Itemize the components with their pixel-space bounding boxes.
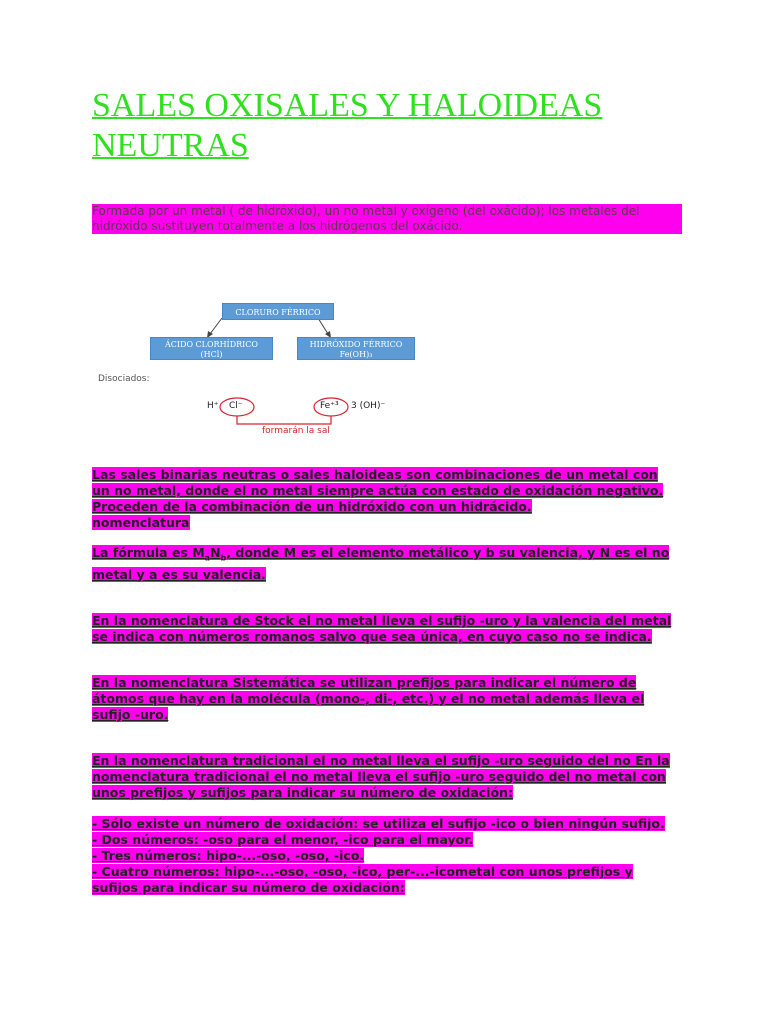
paragraph-sales-binarias [92, 467, 682, 531]
p4-line1: En la nomenclatura Sistemática se utilizan prefijos para indicar el número de [92, 675, 637, 690]
p3-line2: se indica con números romanos salvo que sea única, en cuyo caso no se indica. [92, 629, 652, 644]
p2-text-c: , donde M es el elemento metálico y b su valencia, y N es el no [226, 545, 670, 560]
p2-sub-a: a [204, 553, 211, 563]
bracket-line [237, 416, 331, 424]
p5-line1: En la nomenclatura tradicional el no metal lleva el sufijo -uro seguido del no En la [92, 753, 670, 768]
box-right-line2: Fe(OH)₃ [339, 350, 373, 359]
diagram-arrows [0, 0, 768, 460]
p1-line2: un no metal, donde el no metal siempre actúa con estado de oxidación negativo. [92, 483, 664, 498]
paragraph-tradicional [92, 753, 682, 801]
p5-line3: unos prefijos y sufijos para indicar su número de oxidación: [92, 785, 513, 800]
box-acido-clorhidrico [150, 337, 273, 360]
paragraph-formula [92, 545, 682, 583]
disociados-label: Disociados: [98, 374, 150, 384]
p5-line2: nomenclatura tradicional el no metal lleva el sufijo -uro seguido del no metal con [92, 769, 666, 784]
p2-text-b: N [210, 545, 221, 560]
list-item: - Tres números: hipo-...-oso, -oso, -ico. [92, 848, 365, 863]
arrow-left [210, 318, 222, 334]
paragraph-stock [92, 613, 682, 645]
p2-text-a: La fórmula es M [92, 545, 205, 560]
paragraph-sistematica [92, 675, 682, 723]
box-top-label: CLORURO FÉRRICO [235, 308, 321, 317]
list-item: - Sólo existe un número de oxidación: se utiliza el sufijo -ico o bien ningún sufijo. [92, 816, 665, 831]
diagram-caption: formarán la sal [262, 426, 330, 436]
p1-line4: nomenclatura [92, 515, 190, 530]
oxidation-list [92, 816, 682, 896]
box-left-line1: ÁCIDO CLORHÍDRICO [164, 340, 258, 349]
list-item: sufijos para indicar su número de oxidación: [92, 880, 405, 895]
intro-paragraph: Formada por un metal ( de hidróxido), un no metal y oxígeno (del oxácido); los metales del hidróxido sustituyen totalmente a los hidrógenos del oxácido. [92, 204, 682, 234]
box-cloruro-ferrico [222, 303, 334, 320]
ion-fe: Fe⁺³ [320, 401, 339, 411]
p2-line2: metal y a es su valencia. [92, 566, 266, 582]
box-left-line2: (HCl) [200, 350, 223, 359]
p2-sub-b: b [220, 553, 227, 563]
p1-line3: Proceden de la combinación de un hidróxido con un hidrácido. [92, 499, 532, 514]
list-item: - Dos números: -oso para el menor, -ico para el mayor. [92, 832, 474, 847]
p4-line3: sufijo -uro. [92, 707, 169, 722]
p4-line2: átomos que hay en la molécula (mono-, di-, etc.) y el no metal además lleva el [92, 691, 645, 706]
page-title: SALES OXISALES Y HALOIDEAS NEUTRAS [92, 87, 603, 164]
ion-h: H⁺ [207, 401, 219, 411]
p1-line1: Las sales binarias neutras o sales haloideas son combinaciones de un metal con [92, 467, 658, 482]
box-right-line1: HIDRÓXIDO FÉRRICO [309, 340, 403, 349]
ion-cl: Cl⁻ [229, 401, 243, 411]
p2-line1 [92, 545, 670, 563]
ion-oh: 3 (OH)⁻ [351, 401, 386, 411]
p3-line1: En la nomenclatura de Stock el no metal lleva el sufijo -uro y la valencia del metal [92, 613, 672, 628]
list-item: - Cuatro números: hipo-...-oso, -oso, -ico, per-...-icometal con unos prefijos y [92, 864, 633, 879]
arrow-right [318, 318, 328, 334]
box-hidroxido-ferrico [297, 337, 415, 360]
